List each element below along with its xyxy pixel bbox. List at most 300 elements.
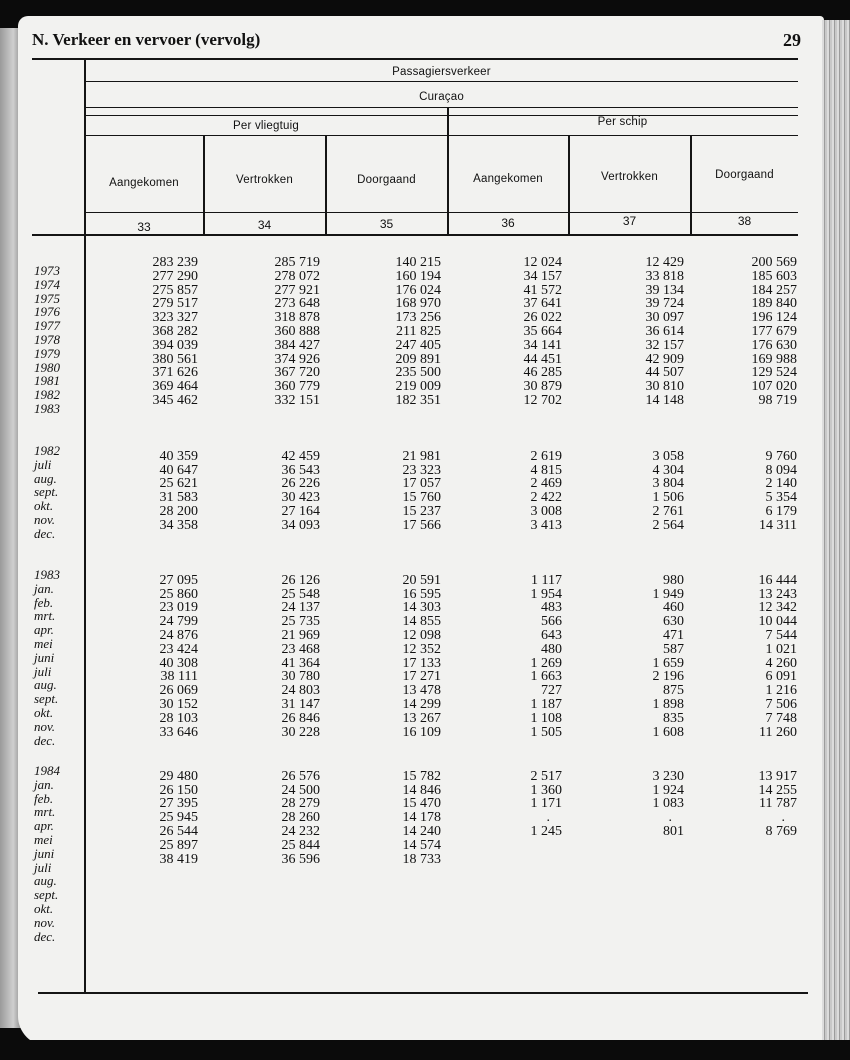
row-label: 1973 (34, 263, 60, 278)
table-cell (361, 866, 441, 880)
table-cell: 27 395 (159, 796, 198, 812)
table-cell (118, 894, 198, 908)
table-cell: 15 782 (402, 768, 441, 784)
row-label: mrt. (34, 804, 56, 820)
table-cell: 801 (663, 823, 684, 839)
data-column-34 (240, 560, 320, 739)
row-label: 1977 (34, 318, 60, 334)
table-cell (717, 853, 797, 867)
table-cell: 46 285 (523, 365, 562, 381)
table-cell (361, 756, 441, 770)
table-cell (604, 908, 684, 922)
table-cell: 23 424 (159, 641, 198, 657)
column-header-aangekomen-ship: Aangekomen (473, 173, 543, 185)
table-cell: 14 240 (402, 823, 441, 839)
row-labels (34, 444, 84, 541)
table-cell: 1 954 (530, 586, 562, 602)
table-cell: 380 561 (152, 351, 198, 367)
table-cell: 26 069 (159, 683, 198, 699)
table-cell (482, 756, 562, 770)
table-cell (604, 853, 684, 867)
table-cell (717, 756, 797, 770)
data-column-36 (482, 436, 562, 533)
table-cell: 384 427 (274, 337, 320, 353)
table-cell: 8 094 (765, 462, 797, 478)
table-cell: 17 057 (402, 476, 441, 492)
table-cell: 25 548 (281, 586, 320, 602)
table-cell: 184 257 (751, 282, 797, 298)
table-cell: 283 239 (152, 255, 198, 270)
table-cell: 23 468 (281, 641, 320, 657)
table-cell: 643 (541, 627, 562, 643)
row-label: mei (34, 635, 53, 651)
table-cell: 26 126 (281, 572, 320, 588)
table-cell: 24 500 (281, 782, 320, 798)
table-cell: 394 039 (152, 337, 198, 353)
table-cell: 1 506 (652, 490, 684, 506)
table-cell: 30 810 (645, 379, 684, 395)
data-column-35 (361, 256, 441, 408)
row-label: mrt. (34, 608, 56, 624)
column-number: 35 (379, 217, 394, 231)
period-year-label: 1982 (34, 443, 60, 458)
table-cell: 34 358 (159, 517, 198, 533)
table-cell (717, 436, 797, 450)
data-column-35 (361, 756, 441, 935)
data-column-35 (361, 560, 441, 739)
table-cell: . (668, 810, 672, 826)
row-label: juni (34, 845, 55, 861)
table-cell: 368 282 (152, 323, 198, 339)
column-header-doorgaand-air: Doorgaand (357, 174, 416, 186)
table-cell (240, 756, 320, 770)
row-label: 1980 (34, 359, 60, 375)
table-cell: 25 945 (159, 810, 198, 826)
table-cell: 3 413 (530, 517, 562, 533)
table-cell: 219 009 (395, 379, 441, 395)
data-column-36 (482, 256, 562, 408)
table-cell: 40 359 (159, 448, 198, 464)
row-label: 1981 (34, 373, 60, 389)
table-cell: 42 909 (645, 351, 684, 367)
table-cell: 44 507 (645, 365, 684, 381)
row-label: 1983 (34, 400, 60, 416)
table-cell: 36 614 (645, 323, 684, 339)
table-cell: 176 630 (751, 337, 797, 353)
table-cell: 20 591 (402, 572, 441, 588)
table-cell: 9 760 (765, 448, 797, 464)
row-label: 1979 (34, 345, 60, 361)
table-cell: 37 641 (523, 296, 562, 312)
data-column-37 (604, 560, 684, 739)
table-cell (118, 908, 198, 922)
table-cell: 7 506 (765, 696, 797, 712)
table-cell: 12 702 (523, 392, 562, 408)
table-cell: 129 524 (751, 365, 797, 381)
table-cell (240, 866, 320, 880)
table-cell: 2 761 (652, 503, 684, 519)
header-bottom-rule (32, 234, 798, 236)
table-cell: 211 825 (396, 323, 441, 339)
row-label: juli (34, 456, 52, 472)
header-rule (85, 81, 798, 82)
period-year-label: 1984 (34, 763, 60, 778)
table-cell: 31 583 (159, 490, 198, 506)
data-column-33 (118, 436, 198, 533)
table-cell: 17 133 (402, 655, 441, 671)
table-cell: 26 544 (159, 823, 198, 839)
table-cell (604, 880, 684, 894)
table-cell: 360 779 (274, 379, 320, 395)
table-cell: 318 878 (274, 310, 320, 326)
table-cell: 21 981 (402, 448, 441, 464)
table-cell: 1 083 (652, 796, 684, 812)
table-cell (482, 853, 562, 867)
table-cell: 275 857 (152, 282, 198, 298)
table-cell: 21 969 (281, 627, 320, 643)
table-cell: 14 178 (402, 810, 441, 826)
table-cell: 471 (663, 627, 684, 643)
table-cell: 26 226 (281, 476, 320, 492)
row-label: nov. (34, 914, 56, 930)
table-cell: 247 405 (395, 337, 441, 353)
table-cell: 367 720 (274, 365, 320, 381)
table-cell: 15 237 (402, 503, 441, 519)
data-column-34 (240, 256, 320, 408)
table-cell: 7 544 (765, 627, 797, 643)
table-cell: 980 (663, 572, 684, 588)
table-cell (361, 908, 441, 922)
table-cell: 40 647 (159, 462, 198, 478)
table-cell: 23 019 (159, 600, 198, 616)
column-number: 37 (622, 214, 637, 228)
row-labels (34, 264, 84, 416)
table-cell: 24 876 (159, 627, 198, 643)
table-cell: 1 117 (531, 572, 562, 588)
table-cell: 1 360 (530, 782, 562, 798)
table-cell (482, 922, 562, 936)
table-cell: 279 517 (152, 296, 198, 312)
table-cell (240, 880, 320, 894)
table-cell (240, 560, 320, 574)
table-cell: 369 464 (152, 379, 198, 395)
table-cell: 26 576 (281, 768, 320, 784)
table-cell: 13 917 (758, 768, 797, 784)
table-cell: 1 108 (530, 710, 562, 726)
table-cell (717, 894, 797, 908)
table-cell: 15 760 (402, 490, 441, 506)
table-cell: 483 (541, 600, 562, 616)
table-cell (240, 894, 320, 908)
page-stack-edge (822, 20, 850, 1045)
table-cell: 285 719 (274, 255, 320, 270)
table-cell: 332 151 (274, 392, 320, 408)
table-cell (361, 894, 441, 908)
table-cell: 28 260 (281, 810, 320, 826)
table-cell: 1 171 (530, 796, 562, 812)
table-cell: 41 572 (523, 282, 562, 298)
table-cell: 24 799 (159, 614, 198, 630)
table-cell: 24 232 (281, 823, 320, 839)
table-cell: 277 921 (274, 282, 320, 298)
data-column-35 (361, 436, 441, 533)
table-cell (604, 922, 684, 936)
table-cell: 107 020 (751, 379, 797, 395)
data-column-33 (118, 256, 198, 408)
table-cell: 1 608 (652, 724, 684, 740)
table-cell: 41 364 (281, 655, 320, 671)
table-cell (604, 866, 684, 880)
table-cell: 12 098 (402, 627, 441, 643)
row-label: feb. (34, 594, 54, 610)
data-column-33 (118, 560, 198, 739)
table-cell (361, 560, 441, 574)
table-cell: 173 256 (395, 310, 441, 326)
table-cell: 39 724 (645, 296, 684, 312)
table-cell (118, 866, 198, 880)
table-cell: 345 462 (152, 392, 198, 408)
table-cell: 1 663 (530, 669, 562, 685)
background (0, 1040, 850, 1060)
table-cell: 25 897 (159, 837, 198, 853)
table-cell: 14 255 (758, 782, 797, 798)
table-cell (717, 866, 797, 880)
table-cell: 480 (541, 641, 562, 657)
table-cell: 18 733 (402, 851, 441, 867)
row-label: 1974 (34, 276, 60, 292)
table-cell: 176 024 (395, 282, 441, 298)
table-cell: 11 787 (759, 796, 797, 812)
table-cell: 3 230 (652, 768, 684, 784)
row-label: feb. (34, 790, 54, 806)
table-cell: 2 422 (530, 490, 562, 506)
table-cell: 1 949 (652, 586, 684, 602)
row-label: mei (34, 831, 53, 847)
table-cell (482, 866, 562, 880)
table-cell: 727 (541, 683, 562, 699)
data-column-37 (604, 756, 684, 935)
table-cell: 16 444 (758, 572, 797, 588)
column-header-doorgaand-ship: Doorgaand (715, 169, 774, 181)
row-label: okt. (34, 498, 54, 514)
row-label: okt. (34, 704, 54, 720)
table-cell: 169 988 (751, 351, 797, 367)
data-column-38 (717, 756, 797, 935)
table-cell: 29 480 (159, 768, 198, 784)
table-cell: 16 595 (402, 586, 441, 602)
row-label: nov. (34, 718, 56, 734)
table-cell: 1 269 (530, 655, 562, 671)
row-label: jan. (34, 580, 54, 596)
table-cell: 14 846 (402, 782, 441, 798)
table-cell (118, 560, 198, 574)
table-cell: 1 659 (652, 655, 684, 671)
table-cell: 13 243 (758, 586, 797, 602)
table-cell: 28 279 (281, 796, 320, 812)
table-cell: 14 299 (402, 696, 441, 712)
table-cell: 25 621 (159, 476, 198, 492)
table-cell: 2 517 (530, 768, 562, 784)
table-cell: 98 719 (758, 392, 797, 408)
table-cell: 23 323 (402, 462, 441, 478)
row-label: 1982 (34, 387, 60, 403)
table-cell: 323 327 (152, 310, 198, 326)
table-cell: 140 215 (395, 255, 441, 270)
table-cell (482, 908, 562, 922)
data-column-36 (482, 756, 562, 935)
table-cell: 1 898 (652, 696, 684, 712)
table-cell: 34 093 (281, 517, 320, 533)
row-label: juli (34, 859, 52, 875)
data-column-34 (240, 756, 320, 935)
table-cell: 566 (541, 614, 562, 630)
table-cell: 38 419 (159, 851, 198, 867)
table-cell (361, 922, 441, 936)
period-year-label: 1983 (34, 567, 60, 582)
row-label: apr. (34, 818, 54, 834)
row-label: jan. (34, 776, 54, 792)
table-cell: 44 451 (523, 351, 562, 367)
header-rule (85, 107, 798, 108)
table-cell: 2 564 (652, 517, 684, 533)
table-cell: 34 141 (523, 337, 562, 353)
table-cell (482, 894, 562, 908)
row-label: nov. (34, 511, 56, 527)
table-cell: 14 855 (402, 614, 441, 630)
table-cell (604, 756, 684, 770)
header-top-rule (32, 58, 798, 60)
row-label: 1976 (34, 304, 60, 320)
data-column-37 (604, 436, 684, 533)
table-cell: 277 290 (152, 268, 198, 284)
table-cell: 1 505 (530, 724, 562, 740)
column-number: 36 (501, 216, 515, 230)
table-cell (482, 880, 562, 894)
table-cell: 2 196 (652, 669, 684, 685)
table-cell: 835 (663, 710, 684, 726)
table-cell: 31 147 (281, 696, 320, 712)
table-cell: 4 304 (652, 462, 684, 478)
data-column-38 (717, 436, 797, 533)
table-cell: 30 780 (281, 669, 320, 685)
table-cell: 371 626 (152, 365, 198, 381)
table-cell: 189 840 (751, 296, 797, 312)
table-cell: 185 603 (751, 268, 797, 284)
table-cell (118, 922, 198, 936)
table-cell (717, 880, 797, 894)
table-cell: 34 157 (523, 268, 562, 284)
table-cell: 14 148 (645, 392, 684, 408)
table-cell: 12 024 (523, 255, 562, 270)
table-cell: 38 111 (160, 669, 198, 685)
table-cell: 3 058 (652, 448, 684, 464)
table-cell: 30 152 (159, 696, 198, 712)
table-cell: 4 815 (530, 462, 562, 478)
table-cell (118, 880, 198, 894)
table-cell: 177 679 (751, 323, 797, 339)
data-column-34 (240, 436, 320, 533)
data-column-38 (717, 560, 797, 739)
table-cell (482, 839, 562, 853)
table-cell: 36 543 (281, 462, 320, 478)
table-cell: 25 860 (159, 586, 198, 602)
table-cell: 12 352 (402, 641, 441, 657)
table-cell: 15 470 (402, 796, 441, 812)
table-cell: 235 500 (395, 365, 441, 381)
table-cell: 630 (663, 614, 684, 630)
table-cell: 30 097 (645, 310, 684, 326)
table-cell: 26 022 (523, 310, 562, 326)
row-label: okt. (34, 900, 54, 916)
page-title: N. Verkeer en vervoer (vervolg) (32, 30, 261, 49)
table-cell: 460 (663, 600, 684, 616)
table-cell: 27 164 (281, 503, 320, 519)
table-cell: 3 804 (652, 476, 684, 492)
table-cell: 14 574 (402, 837, 441, 853)
table-cell (118, 756, 198, 770)
row-label: dec. (34, 732, 56, 748)
table-cell: 160 194 (395, 268, 441, 284)
table-cell (717, 908, 797, 922)
table-cell: 32 157 (645, 337, 684, 353)
table-cell: 6 179 (765, 503, 797, 519)
row-label: sept. (34, 484, 59, 500)
table-cell (604, 560, 684, 574)
row-label: sept. (34, 691, 59, 707)
header-passagiersverkeer: Passagiersverkeer (392, 66, 491, 78)
table-cell (604, 894, 684, 908)
row-label: dec. (34, 928, 56, 944)
row-label: 1975 (34, 290, 60, 306)
table-cell (240, 908, 320, 922)
table-cell: 27 095 (159, 572, 198, 588)
table-cell: 17 271 (402, 669, 441, 685)
table-cell (240, 922, 320, 936)
table-cell: 35 664 (523, 323, 562, 339)
table-cell: 1 187 (530, 696, 562, 712)
table-cell: 875 (663, 683, 684, 699)
table-cell: 2 469 (530, 476, 562, 492)
row-label: aug. (34, 470, 57, 486)
table-cell: 6 091 (765, 669, 797, 685)
table-cell (717, 560, 797, 574)
table-cell (482, 436, 562, 450)
table-cell (240, 436, 320, 450)
table-cell: . (546, 810, 550, 826)
table-cell: 1 021 (765, 641, 797, 657)
table-cell: 25 844 (281, 837, 320, 853)
table-cell: 28 200 (159, 503, 198, 519)
table-cell: 10 044 (758, 614, 797, 630)
table-cell: 42 459 (281, 448, 320, 464)
table-cell: 33 818 (645, 268, 684, 284)
data-column-37 (604, 256, 684, 408)
table-cell (361, 880, 441, 894)
table-cell: 30 228 (281, 724, 320, 740)
table-cell: 168 970 (395, 296, 441, 312)
row-label: aug. (34, 873, 57, 889)
table-cell: 7 748 (765, 710, 797, 726)
column-number: 38 (737, 214, 752, 228)
table-cell: 39 134 (645, 282, 684, 298)
column-header-aangekomen-air: Aangekomen (109, 177, 179, 189)
table-cell: . (781, 810, 785, 826)
row-label: aug. (34, 677, 57, 693)
table-cell: 16 109 (402, 724, 441, 740)
row-label: dec. (34, 525, 56, 541)
table-cell: 25 735 (281, 614, 320, 630)
table-cell: 2 619 (530, 448, 562, 464)
